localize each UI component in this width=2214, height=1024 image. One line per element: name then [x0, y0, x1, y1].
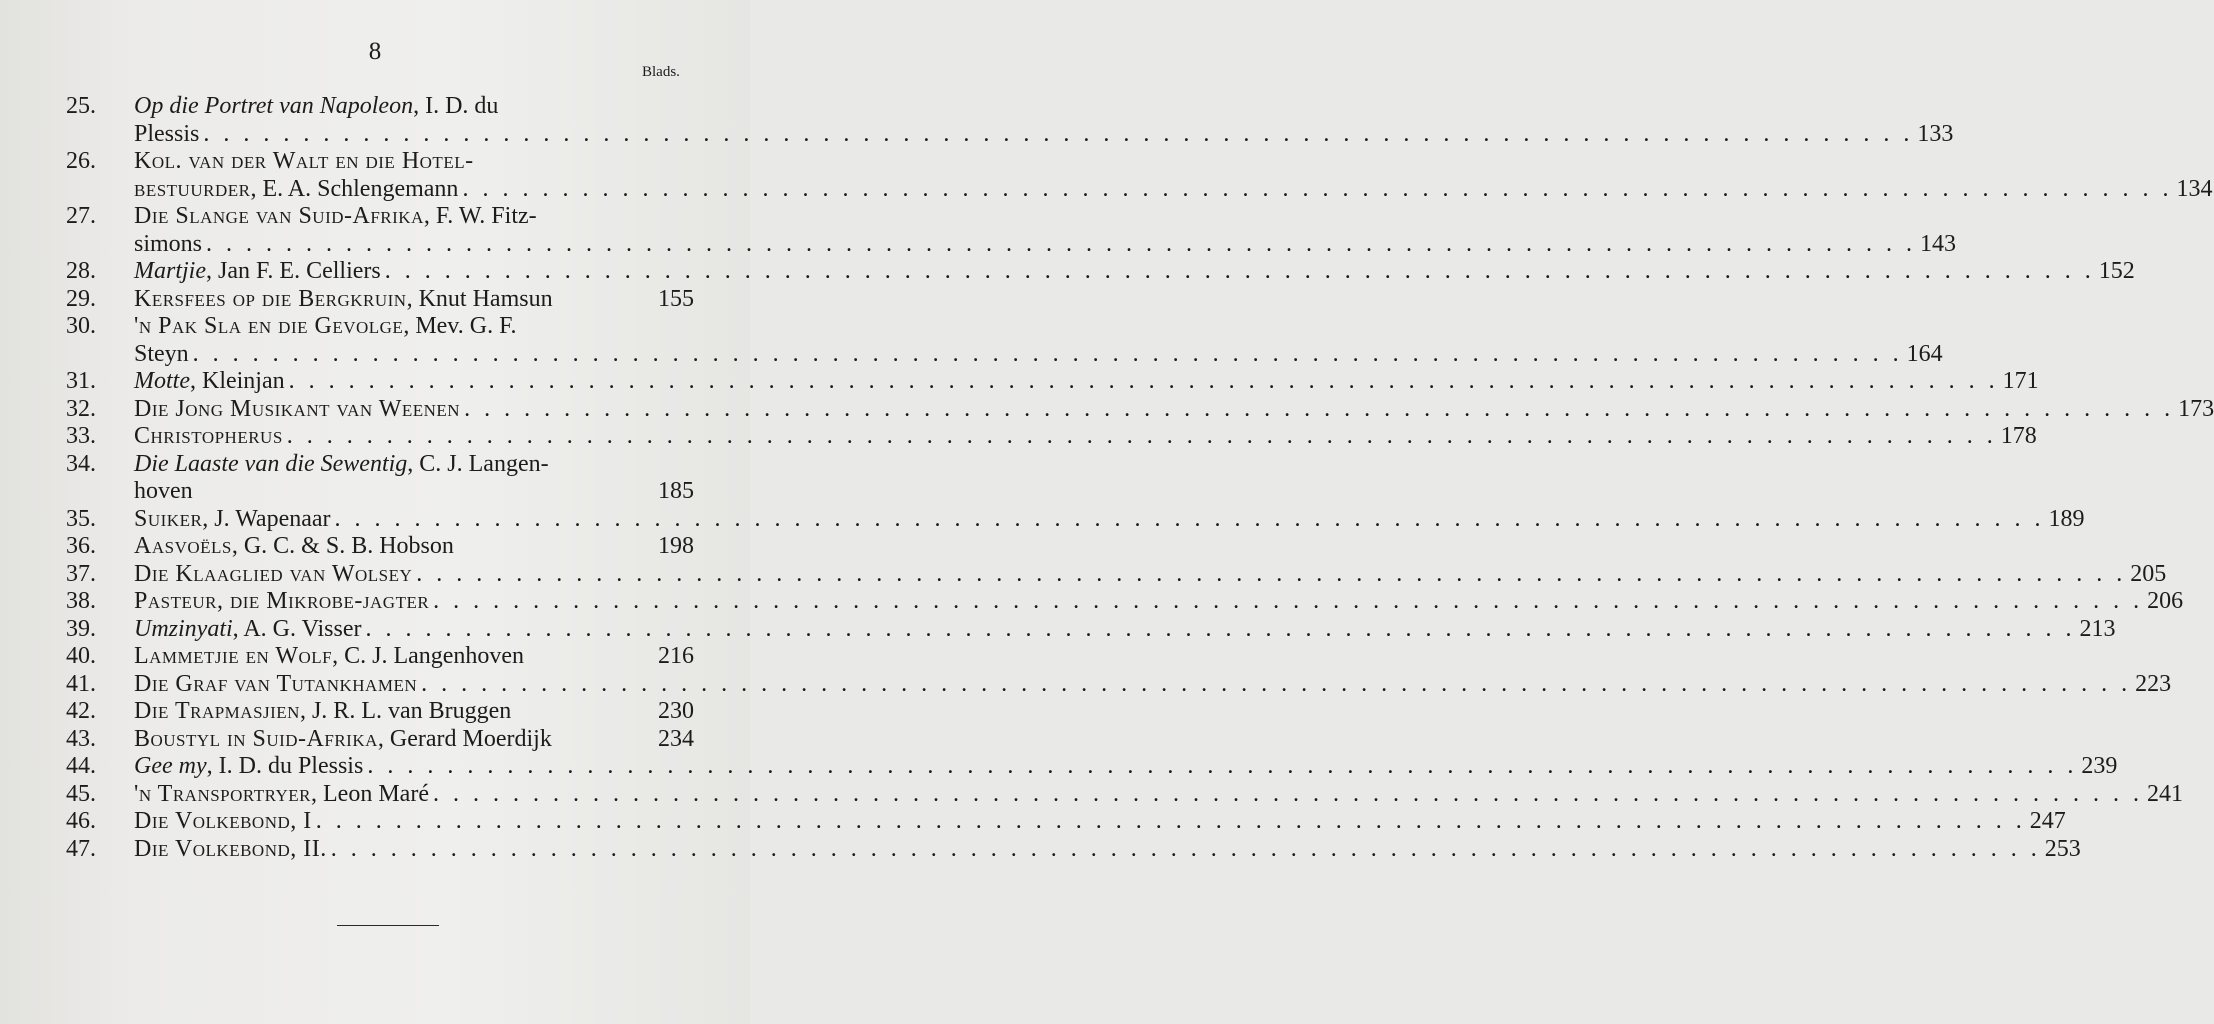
entry-author: , E. A. Schlengemann — [250, 175, 459, 202]
entry-title: Aasvoëls — [134, 533, 232, 559]
entry-title: Op die Portret van Napoleon — [134, 93, 414, 119]
entry-page: 134 — [2176, 175, 2213, 202]
leader-dots — [385, 258, 2095, 286]
entry-author-cont: hoven — [134, 478, 193, 504]
closing-rule — [337, 925, 439, 926]
entry-author: , A. G. Visser — [232, 615, 362, 642]
toc-entry — [66, 643, 694, 671]
leader-dots — [433, 588, 2143, 616]
entry-title: Die Graf van Tutankhamen — [134, 670, 418, 697]
entry-number: 42. — [66, 698, 96, 724]
entry-page: 247 — [2029, 808, 2066, 834]
entry-number: 39. — [66, 615, 96, 642]
entry-number: 43. — [66, 725, 96, 752]
toc-entry — [66, 258, 2135, 286]
entry-author: , Mev. G. F. — [403, 313, 517, 339]
entry-number: 41. — [66, 670, 96, 697]
entry-number: 30. — [66, 313, 96, 339]
leader-dots — [289, 368, 1999, 396]
toc-entry — [66, 286, 694, 314]
entry-page: 223 — [2135, 670, 2172, 697]
entry-title: Christopherus — [134, 423, 283, 449]
entry-title: Die Jong Musikant van Weenen — [134, 395, 461, 422]
entry-author: , C. J. Langenhoven — [332, 643, 525, 669]
entry-title-cont: bestuurder — [134, 175, 251, 202]
entry-page: 216 — [658, 643, 694, 669]
leader-dots — [421, 671, 2131, 699]
entry-author: , J. R. L. van Bruggen — [299, 698, 512, 724]
toc-entry — [66, 395, 2214, 424]
entry-page: 133 — [1917, 120, 1954, 147]
leader-dots — [433, 781, 2143, 809]
entry-page: 213 — [2079, 615, 2116, 642]
entry-page: 173 — [2178, 395, 2214, 422]
entry-title: Kol. van der Walt en die Hotel- — [134, 148, 474, 174]
toc-entry — [66, 808, 2066, 836]
toc-entry — [66, 93, 1954, 148]
toc-entry — [66, 313, 1943, 368]
entry-title: Die Laaste van die Sewentig — [134, 450, 408, 477]
toc-entry — [66, 148, 2213, 203]
page-column-header: Blads. — [642, 64, 680, 80]
toc-entry — [66, 698, 694, 726]
entry-page: 205 — [2130, 560, 2167, 587]
entry-author: , C. J. Langen- — [407, 450, 549, 477]
toc-entry — [66, 588, 2184, 616]
entry-title: Die Volkebond, I — [134, 808, 312, 834]
entry-number: 28. — [66, 258, 96, 284]
entry-page: 152 — [2098, 258, 2135, 284]
entry-title: Die Slange van Suid-Afrika — [134, 203, 424, 229]
entry-number: 37. — [66, 560, 96, 587]
toc-entry — [66, 533, 694, 561]
toc-entry — [66, 615, 2116, 644]
entry-title: 'n Transportryer — [134, 780, 312, 807]
toc-entry — [66, 368, 2039, 396]
entry-author-cont: Steyn — [134, 340, 189, 367]
table-of-contents — [66, 93, 2214, 863]
leader-dots — [206, 231, 1916, 259]
toc-entry — [66, 203, 1957, 258]
leader-dots — [462, 176, 2172, 204]
entry-number: 34. — [66, 450, 96, 477]
entry-number: 26. — [66, 148, 96, 174]
entry-page: 155 — [658, 285, 694, 312]
toc-entry — [66, 505, 2085, 534]
entry-title: Suiker — [134, 505, 203, 532]
entry-author: , I. D. du Plessis — [206, 753, 364, 779]
toc-entry — [66, 835, 2081, 864]
entry-number: 38. — [66, 588, 96, 614]
entry-title: Umzinyati — [134, 615, 233, 642]
entry-author-cont: simons — [134, 230, 203, 257]
leader-dots — [331, 836, 2041, 864]
entry-author: , Knut Hamsun — [406, 285, 553, 312]
entry-title: Lammetjie en Wolf — [134, 643, 333, 669]
entry-title: Martjie — [134, 258, 206, 284]
toc-entry — [66, 423, 2037, 451]
leader-dots — [464, 396, 2174, 424]
entry-author: , Leon Maré — [311, 780, 429, 807]
entry-page: 198 — [658, 533, 694, 559]
leader-dots — [287, 423, 1997, 451]
leader-dots — [316, 808, 2026, 836]
entry-number: 36. — [66, 533, 96, 559]
entry-page: 143 — [1920, 230, 1957, 257]
entry-page: 241 — [2146, 780, 2183, 807]
entry-author: , Gerard Moerdijk — [377, 725, 552, 752]
leader-dots — [335, 506, 2045, 534]
entry-title: Boustyl in Suid-Afrika — [134, 725, 378, 752]
toc-entry — [66, 451, 694, 506]
entry-number: 45. — [66, 780, 96, 807]
entry-number: 29. — [66, 285, 96, 312]
leader-dots — [203, 121, 1913, 149]
toc-entry — [66, 753, 2118, 781]
entry-title: Gee my — [134, 753, 207, 779]
entry-page: 234 — [658, 725, 694, 752]
toc-entry — [66, 670, 2172, 699]
leader-dots — [365, 616, 2075, 644]
entry-author: , Kleinjan — [189, 368, 285, 394]
entry-number: 32. — [66, 395, 96, 422]
entry-author: , F. W. Fitz- — [423, 203, 537, 229]
entry-title: Kersfees op die Bergkruin — [134, 285, 407, 312]
entry-title: Pasteur, die Mikrobe-jagter — [134, 588, 430, 614]
toc-entry — [66, 560, 2167, 589]
entry-author: , J. Wapenaar — [202, 505, 331, 532]
entry-page: 164 — [1906, 340, 1943, 367]
entry-number: 44. — [66, 753, 96, 779]
entry-page: 239 — [2081, 753, 2118, 779]
entry-title: Die Klaaglied van Wolsey — [134, 560, 413, 587]
page-number: 8 — [368, 38, 382, 65]
entry-author: , G. C. & S. B. Hobson — [231, 533, 454, 559]
entry-title: Die Volkebond, II. — [134, 835, 327, 862]
entry-author: , I. D. du — [413, 93, 499, 119]
entry-title: 'n Pak Sla en die Gevolge — [134, 313, 404, 339]
entry-page: 189 — [2048, 505, 2085, 532]
entry-page: 253 — [2044, 835, 2081, 862]
entry-page: 171 — [2002, 368, 2039, 394]
entry-page: 206 — [2147, 588, 2184, 614]
entry-author: , Jan F. E. Celliers — [206, 258, 381, 284]
entry-author-cont: Plessis — [134, 120, 200, 147]
entry-title: Motte — [134, 368, 190, 394]
leader-dots — [367, 753, 2077, 781]
leader-dots — [193, 341, 1903, 369]
entry-title: Die Trapmasjien — [134, 698, 300, 724]
toc-entry — [66, 726, 694, 754]
entry-page: 185 — [658, 478, 694, 504]
entry-number: 25. — [66, 93, 96, 119]
entry-number: 46. — [66, 808, 96, 834]
entry-page: 178 — [2000, 423, 2037, 449]
leader-dots — [416, 561, 2126, 589]
entry-page: 230 — [658, 698, 694, 724]
toc-entry — [66, 780, 2183, 809]
entry-number: 33. — [66, 423, 96, 449]
entry-number: 31. — [66, 368, 96, 394]
entry-number: 27. — [66, 203, 96, 229]
entry-number: 35. — [66, 505, 96, 532]
entry-number: 47. — [66, 835, 96, 862]
entry-number: 40. — [66, 643, 96, 669]
